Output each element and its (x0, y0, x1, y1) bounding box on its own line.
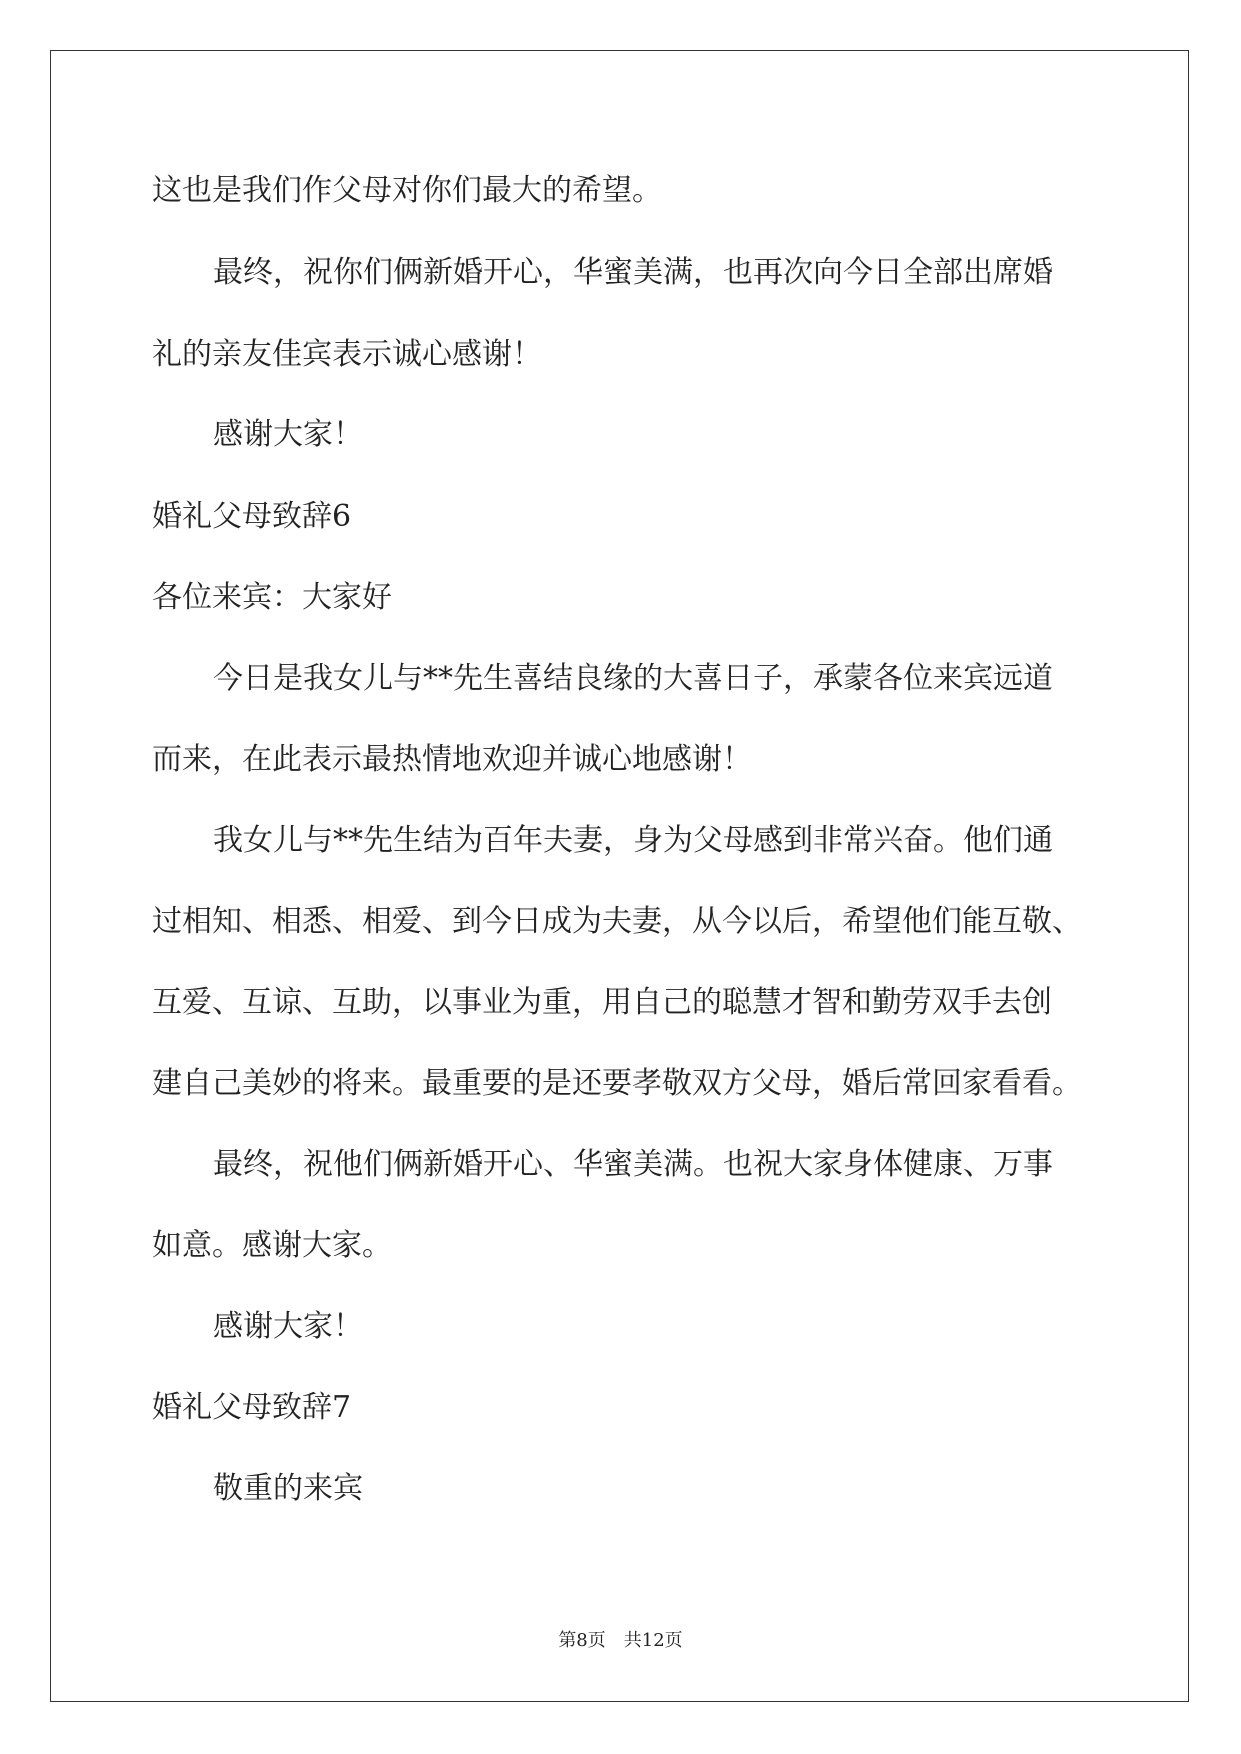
salutation-line: 敬重的来宾 (213, 1471, 363, 1506)
salutation-line: 各位来宾：大家好 (152, 580, 392, 615)
text-line: 建自己美妙的将来。最重要的是还要孝敬双方父母，婚后常回家看看。 (152, 1066, 1082, 1101)
paragraph-start-line: 今日是我女儿与**先生喜结良缘的大喜日子，承蒙各位来宾远道 (213, 661, 1053, 696)
text-line: 互爱、互谅、互助，以事业为重，用自己的聪慧才智和勤劳双手去创 (152, 985, 1052, 1020)
text-line: 过相知、相悉、相爱、到今日成为夫妻，从今以后，希望他们能互敬、 (152, 904, 1082, 939)
paragraph-start-line: 感谢大家！ (213, 1309, 363, 1344)
section-heading: 婚礼父母致辞6 (152, 499, 352, 534)
paragraph-start-line: 感谢大家！ (213, 417, 363, 452)
paragraph-start-line: 最终，祝他们俩新婚开心、华蜜美满。也祝大家身体健康、万事 (213, 1147, 1053, 1182)
paragraph-start-line: 我女儿与**先生结为百年夫妻，身为父母感到非常兴奋。他们通 (213, 823, 1053, 858)
section-heading: 婚礼父母致辞7 (152, 1390, 352, 1425)
text-line: 礼的亲友佳宾表示诚心感谢！ (152, 337, 542, 372)
paragraph-start-line: 最终，祝你们俩新婚开心，华蜜美满，也再次向今日全部出席婚 (213, 255, 1053, 290)
text-line: 这也是我们作父母对你们最大的希望。 (152, 173, 662, 208)
page-number-footer: 第8页 共12页 (558, 1630, 683, 1651)
text-line: 而来，在此表示最热情地欢迎并诚心地感谢！ (152, 742, 752, 777)
text-line: 如意。感谢大家。 (152, 1228, 392, 1263)
